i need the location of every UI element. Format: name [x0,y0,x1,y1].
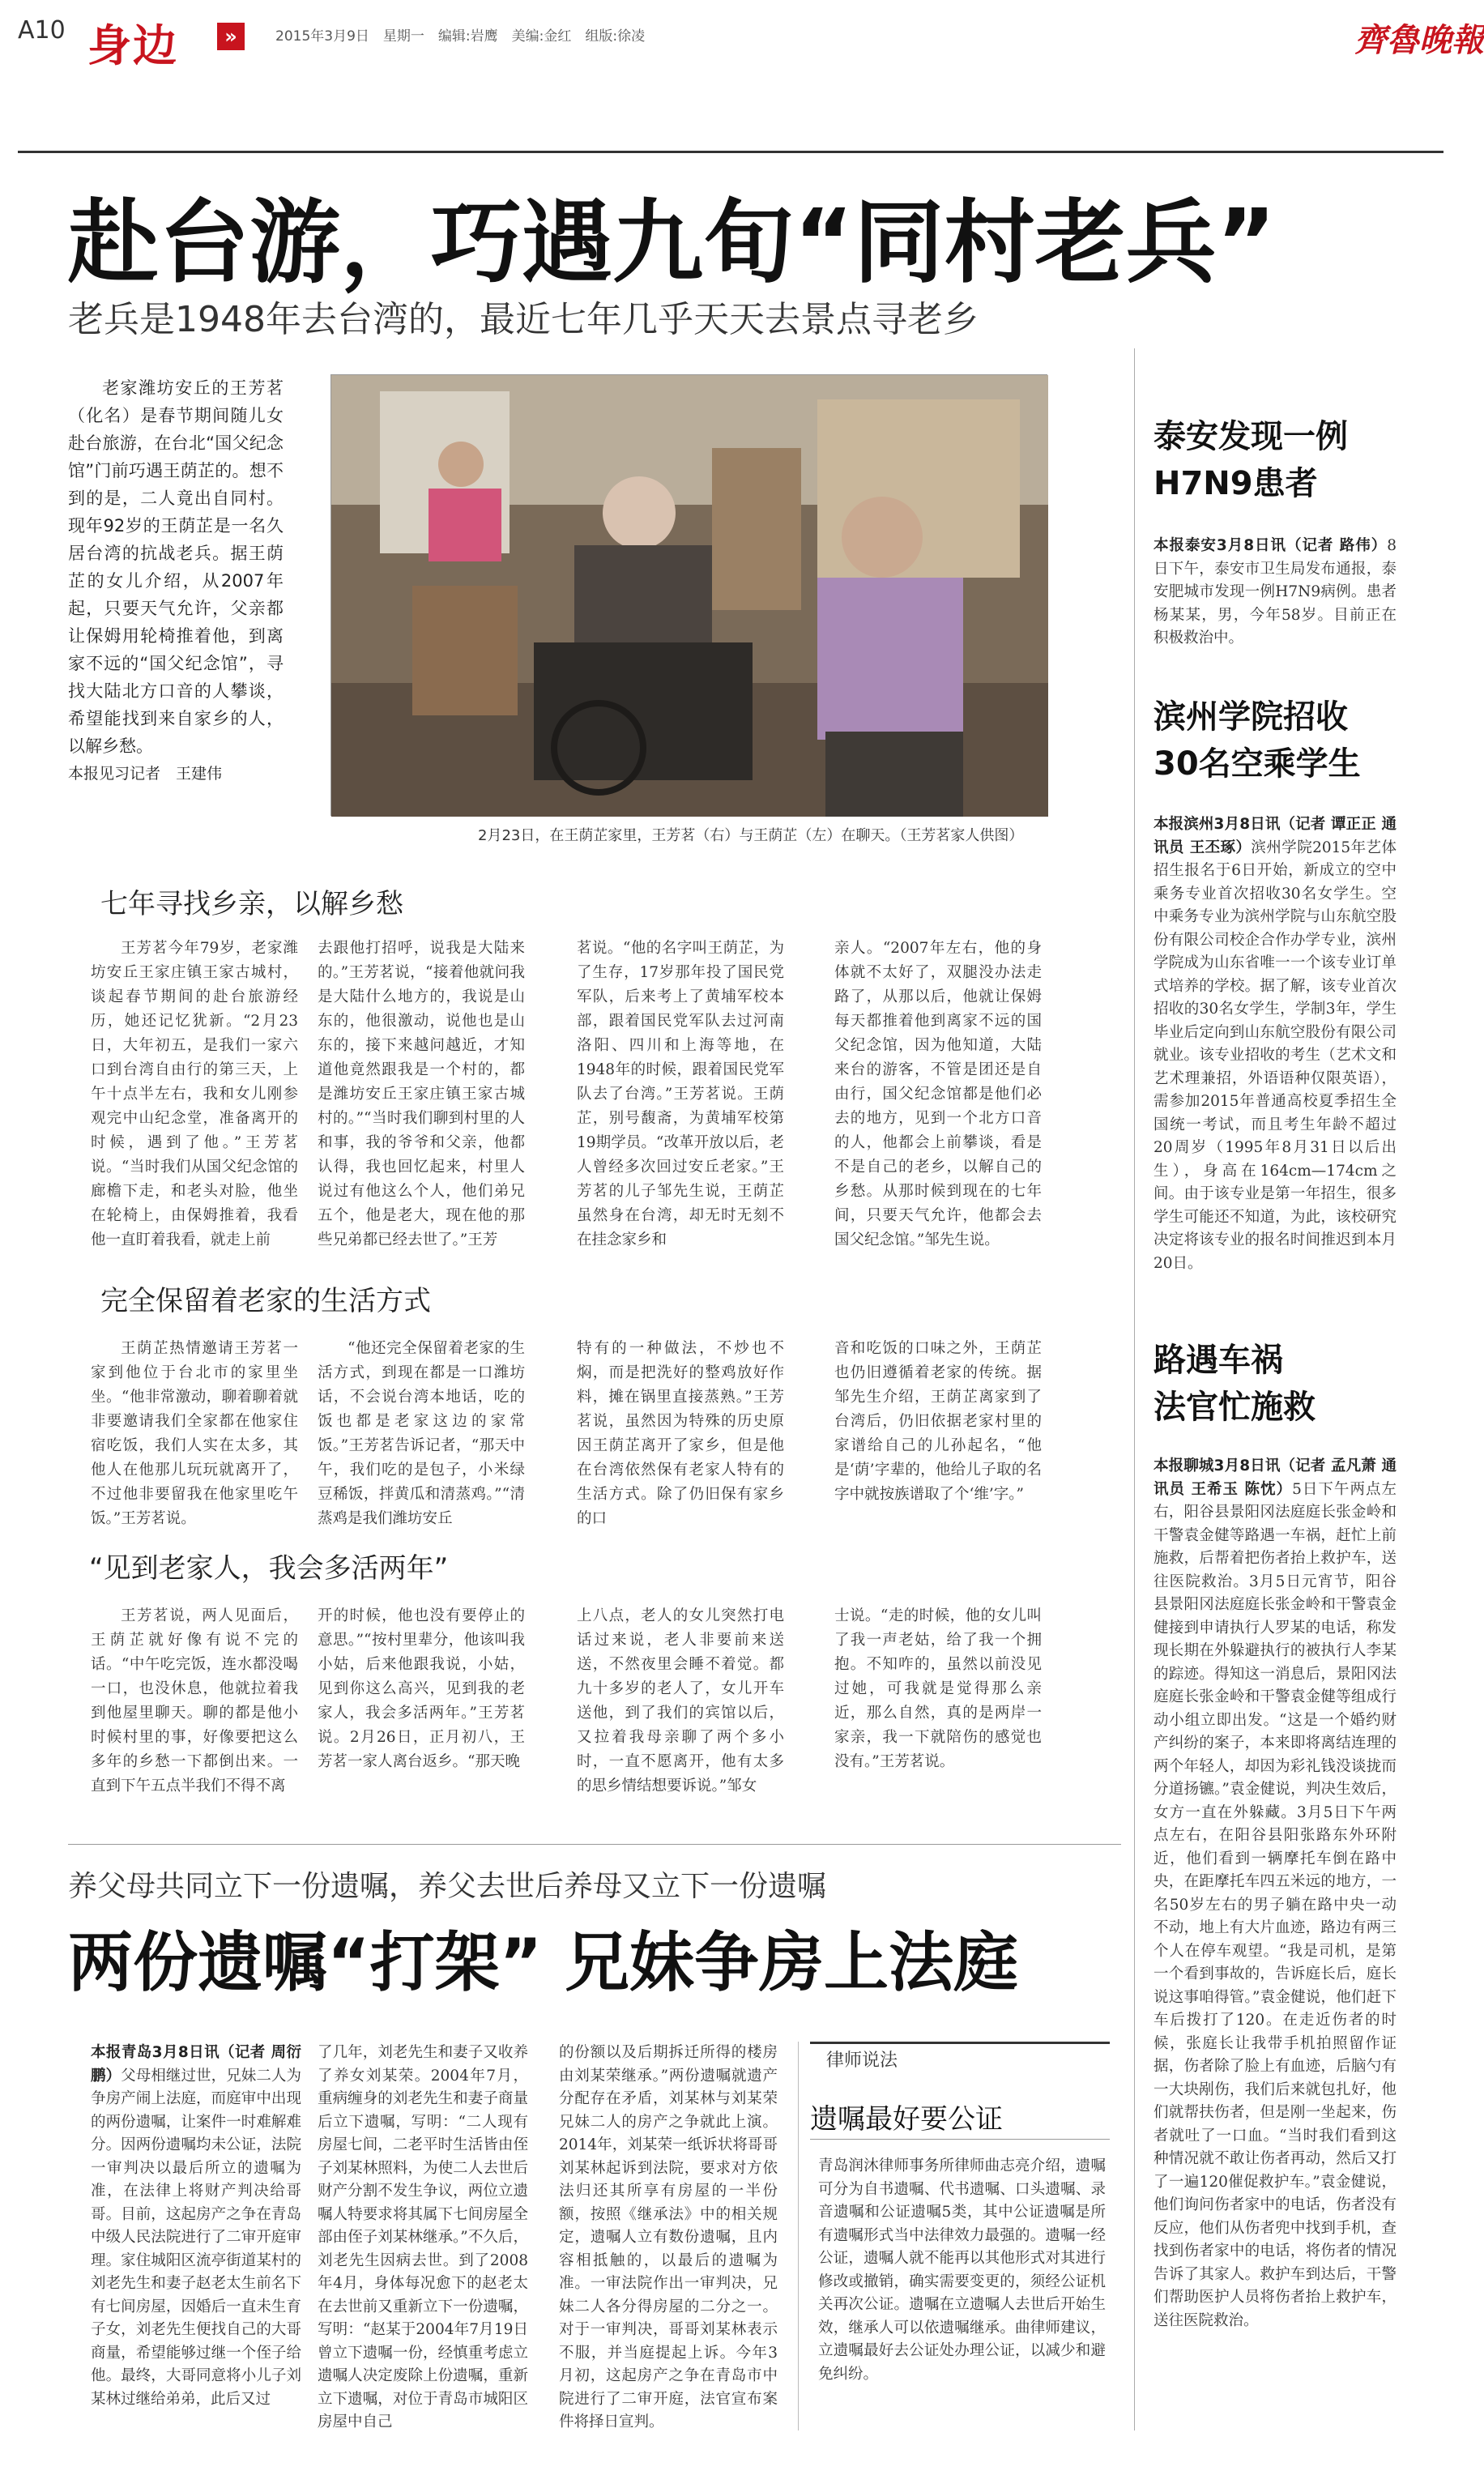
body-column: 去跟他打招呼，说我是大陆来的。”王芳茗说，“接着他就问我是大陆什么地方的，我说是山东的，他很激动，说他也是山东的，接下来越问越近，才知道他竟然跟我是一个村的，都是潍坊安丘王家庄镇王家古城村的。”“当时我们聊到村里的人和事，我的爷爷和父亲，他都认得，我也回忆起来，村里人说过有他这么个人，他们弟兄五个，他是老大，现在他的那些兄弟都已经去世了。”王芳 [318,940,525,1248]
story-byline: 本报见习记者 王建伟 [68,765,223,783]
body-column: “他还完全保留着老家的生活方式，到现在都是一口潍坊话，不会说台湾本地话，吃的饭也都是老家这边的家常饭。”王芳茗告诉记者，“那天中午，我们吃的是包子，小米绿豆稀饭，拌黄瓜和清蒸鸡。”“清蒸鸡是我们潍坊安丘 [318,1340,525,1527]
sidebar-divider [810,2139,1110,2140]
section-heading: 七年寻找乡亲，以解乡愁 [100,888,403,920]
story2-headline: 两份遗嘱“打架” 兄妹争房上法庭 [68,1925,1019,2000]
brief-title: H7N9患者 [1154,465,1318,502]
body-column: 王荫芷热情邀请王芳茗一家到他位于台北市的家里坐坐。“他非常激动，聊着聊着就非要邀请我们全家都在他家住宿吃饭，我们人实在太多，其他人在他那儿玩玩就离开了，不过他非要留我在他家里吃午饭。”王芳茗说。 [91,1340,298,1527]
sidebar-text: 青岛润沐律师事务所律师曲志亮介绍，遗嘱可分为自书遗嘱、代书遗嘱、口头遗嘱、录音遗嘱和公证遗嘱5类，其中公证遗嘱是所有遗嘱形式当中法律效力最强的。遗嘱一经公证，遗嘱人就不能再以其他形式对其进行修改或撤销，确实需要变更的，须经公证机关再次公证。遗嘱在立遗嘱人去世后开始生效，继承人可以依遗嘱继承。曲律师建议，立遗嘱最好去公证处办理公证，以减少和避免纠纷。 [818,2157,1106,2383]
masthead-divider [18,151,1443,153]
section-heading: 完全保留着老家的生活方式 [100,1285,431,1317]
brief-title: 30名空乘学生 [1154,745,1361,783]
brief-body: 5日下午两点左右，阳谷县景阳冈法庭庭长张金岭和干警袁金健等路遇一车祸，赶忙上前施救，后帮着把伤者抬上救护车，送往医院救治。3月5日元宵节，阳谷县景阳冈法庭庭长张金岭和干警袁金健接到申请执行人罗某的电话，称发现长期在外躲避执行的被执行人李某的踪迹。得知这一消息后，景阳冈法庭庭长张金岭和干警袁金健等组成行动小组立即出发。“这是一个婚约财产纠纷的案子，本来即将离结连理的两个年轻人，却因为彩礼钱没谈拢而分道扬镳。”袁金健说，判决生效后，女方一直在外躲藏。3月5日下午两点左右，在阳谷县阳张路东外环附近，他们看到一辆摩托车倒在路中央，在距摩托车四五米远的地方，一名50岁左右的男子躺在路中央一动不动，地上有大片血迹，路边有两三个人在停车观望。“我是司机，是第一个看到事故的，告诉庭长后，庭长说这事咱得管。”袁金健说，他们赶下车后拨打了120。在走近伤者的时候，张庭长让我带手机拍照留作证据，伤者除了脸上有血迹，后脑勺有一大块剐伤，我们后来就包扎好，他们就帮扶伤者，但是刚一坐起来，伤者就吐了一口血。“当时我们看到这种情况就不敢让伤者再动，然后又打了一遍120催促救护车。”袁金健说，他们询问伤者家中的电话，伤者没有反应，他们从伤者兜中找到手机，查找到伤者家中的电话，将伤者的情况告诉了其家人。救护车到达后，干警们帮助医护人员将伤者抬上救护车，送往医院救治。 [1154,1480,1397,2329]
brief-title: 法官忙施救 [1154,1389,1316,1426]
brief-title: 滨州学院招收 [1154,698,1348,736]
body-column: 王芳茗今年79岁，老家潍坊安丘王家庄镇王家古城村，谈起春节期间的赴台旅游经历，她还记忆犹新。“2月23日，大年初五，是我们一家六口到台湾自由行的第三天，上午十点半左右，我和女儿刚参观完中山纪念堂，准备离开的时候，遇到了他。”王芳茗说。“当时我们从国父纪念馆的廊檐下走，和老头对脸，他坐在轮椅上，由保姆推着，我看他一直盯着我看，就走上前 [91,940,298,1248]
section-chevron-icon: » [217,23,245,50]
brief-byline: 本报聊城3月8日讯（记者 孟凡萧 通讯员 王希玉 陈忱） [1154,1457,1397,1498]
story-divider [68,1844,1121,1845]
body-column: 音和吃饭的口味之外，王荫芷也仍旧遵循着老家的传统。据邹先生介绍，王荫芷离家到了台湾后，仍旧依据老家村里的家谱给自己的儿孙起名，“他是‘荫’字辈的，他给儿子取的名字中就按族谱取了个‘维’字。” [834,1340,1042,1503]
section-title: 身边 [87,20,178,71]
section-heading: “见到老家人，我会多活两年” [89,1552,449,1585]
story2-body: 父母相继过世，兄妹二人为争房产闹上法庭，而庭审中出现的两份遗嘱，让案件一时难解难分。因两份遗嘱均未公证，法院一审判决以最后所立的遗嘱为准，在法律上将财产判决给哥哥。目前，这起房产之争在青岛中级人民法院进行了二审开庭审理。家住城阳区流亭街道某村的刘老先生和妻子赵老太生前名下有七间房屋，因婚后一直未生育子女，刘老先生便找自己的大哥商量，希望能够过继一个侄子给他。最终，大哥同意将小儿子刘某林过继给弟弟，此后又过 [91,2067,301,2408]
story2-kicker: 养父母共同立下一份遗嘱，养父去世后养母又立下一份遗嘱 [68,1870,827,1903]
body-column: 的份额以及后期拆迁所得的楼房由刘某荣继承。”两份遗嘱就遗产分配存在矛盾，刘某林与刘某荣兄妹二人的房产之争就此上演。2014年，刘某荣一纸诉状将哥哥刘某林起诉到法院，要求对方依法归还其所享有房屋的一半份额，按照《继承法》中的相关规定，遗嘱人立有数份遗嘱，且内容相抵触的，以最后的遗嘱为准。一审法院作出一审判决，兄妹二人各分得房屋的二分之一。对于一审判决，哥哥刘某林表示不服，并当庭提起上诉。今年3月初，这起房产之争在青岛市中院进行了二审开庭，法官宣布案件将择日宣判。 [559,2044,778,2430]
brief-body: 8日下午，泰安市卫生局发布通报，泰安肥城市发现一例H7N9病例。患者杨某某，男，今年58岁。目前正在积极救治中。 [1154,537,1397,647]
body-column: 王芳茗说，两人见面后，王荫芷就好像有说不完的话。“中午吃完饭，连水都没喝一口，也没休息，他就拉着我到他屋里聊天。聊的都是他小时候村里的事，好像要把这么多年的乡愁一下都倒出来。一直到下午五点半我们不得不离 [91,1607,298,1795]
story-lead: 老家潍坊安丘的王芳茗（化名）是春节期间随儿女赴台旅游，在台北“国父纪念馆”门前巧遇王荫芷的。想不到的是，二人竟出自同村。现年92岁的王荫芷是一名久居台湾的抗战老兵。据王荫芷的女儿介绍，从2007年起，只要天气允许，父亲都让保姆用轮椅推着他，到离家不远的“国父纪念馆”，寻找大陆北方口音的人攀谈，希望能找到来自家乡的人，以解乡愁。 [68,378,284,756]
photo-image [331,375,1048,817]
body-column: 上八点，老人的女儿突然打电话过来说，老人非要前来送送，不然夜里会睡不着觉。都九十多岁的老人了，女儿开车送他，到了我们的宾馆以后，又拉着我母亲聊了两个多小时，一直不愿离开，他有太多的思乡情结想要诉说。”邹女 [577,1607,784,1795]
brief-byline: 本报泰安3月8日讯（记者 路伟） [1154,537,1388,554]
body-column: 开的时候，他也没有要停止的意思。”“按村里辈分，他该叫我小姑，后来他跟我说，小姑，见到你这么高兴，见到我的老家人，我会多活两年。”王芳茗说。2月26日，正月初八，王芳茗一家人离台返乡。“那天晚 [318,1607,525,1770]
news-photo [330,374,1047,816]
body-column: 亲人。“2007年左右，他的身体就不太好了，双腿没办法走路了，从那以后，他就让保姆每天都推着他到离家不远的国父纪念馆，因为他知道，大陆来台的游客，不管是团还是自由行，国父纪念馆都是他们必去的地方，见到一个北方口音的人，他都会上前攀谈，看是不是自己的老乡，以解自己的乡愁。从那时候到现在的七年间，只要天气允许，他都会去国父纪念馆。”邹先生说。 [834,940,1042,1248]
sidebar-title: 遗嘱最好要公证 [810,2103,1003,2136]
body-column: 士说。“走的时候，他的女儿叫了我一声老姑，给了我一个拥抱。不知咋的，虽然以前没见过她，可我就是觉得那么亲近，那么自然，真的是两岸一家亲，我一下就陪伤的感觉也没有。”王芳茗说。 [834,1607,1042,1770]
newspaper-logo: 齊魯晚報 [1354,21,1484,59]
brief-text [1154,813,1397,1316]
photo-caption: 2月23日，在王荫芷家里，王芳茗（右）与王荫芷（左）在聊天。（王芳茗家人供图） [478,827,1024,844]
brief-title: 路遇车祸 [1154,1342,1283,1379]
brief-text [1154,1455,1397,2452]
column-divider [798,2042,799,2430]
sidebar-label: 律师说法 [826,2051,898,2071]
body-column: 茗说。“他的名字叫王荫芷，为了生存，17岁那年投了国民党军队，后来考上了黄埔军校本部，跟着国民党军队去过河南洛阳、四川和上海等地，在1948年的时候，跟着国民党军队去了台湾。”王芳茗说。王荫芷，别号馥斋，为黄埔军校第19期学员。“改革开放以后，老人曾经多次回过安丘老家。”王芳茗的儿子邹先生说，王荫芷虽然身在台湾，却无时无刻不在挂念家乡和 [577,940,784,1248]
main-subheadline: 老兵是1948年去台湾的，最近七年几乎天天去景点寻老乡 [68,299,979,340]
body-column: 了几年，刘老先生和妻子又收养了养女刘某荣。2004年7月，重病缠身的刘老先生和妻子商量后立下遗嘱，写明：“二人现有房屋七间，二老平时生活皆由侄子刘某林照料，为使二人去世后财产分割不发生争议，两位立遗嘱人特要求将其属下七间房屋全部由侄子刘某林继承。”不久后，刘老先生因病去世。到了2008年4月，身体每况愈下的赵老太在去世前又重新立下一份遗嘱，写明：“赵某于2004年7月19日曾立下遗嘱一份，经慎重考虑立遗嘱人决定废除上份遗嘱，重新立下遗嘱，对位于青岛市城阳区房屋中自己 [318,2044,528,2430]
brief-body: 滨州学院2015年艺体招生报名于6日开始，新成立的空中乘务专业首次招收30名女学生。空中乘务专业为滨州学院与山东航空股份有限公司校企合作办学专业，滨州学院成为山东省唯一一个该专业订单式培养的学校。据了解，该专业首次招收的30名女学生，学制3年，学生毕业后定向到山东航空股份有限公司就业。该专业招收的考生（艺术文和艺术理兼招，外语语种仅限英语），需参加2015年普通高校夏季招生全国统一考试，而且考生年龄不超过20周岁（1995年8月31日以后出生），身高在164cm—174cm之间。由于该专业是第一年招生，很多学生可能还不知道，为此，该校研究决定将该专业的报名时间推迟到本月20日。 [1154,839,1397,1272]
body-column [91,2042,301,2430]
brief-title: 泰安发现一例 [1154,418,1348,455]
story2-byline: 本报青岛3月8日讯（记者 周衍鹏） [91,2044,301,2085]
page-number: A10 [18,16,66,45]
issue-meta: 2015年3月9日 星期一 编辑:岩鹰 美编:金红 组版:徐凌 [275,28,646,45]
main-headline: 赴台游，巧遇九旬“同村老兵” [68,190,1277,296]
column-divider [1134,348,1135,2430]
brief-text [1154,535,1397,645]
body-column: 特有的一种做法，不炒也不焖，而是把洗好的整鸡放好作料，摊在锅里直接蒸熟。”王芳茗说，虽然因为特殊的历史原因王荫芷离开了家乡，但是他在台湾依然保有老家人特有的生活方式。除了仍旧保有家乡的口 [577,1340,784,1527]
brief-byline: 本报滨州3月8日讯（记者 谭正正 通讯员 王丕琢） [1154,816,1397,856]
